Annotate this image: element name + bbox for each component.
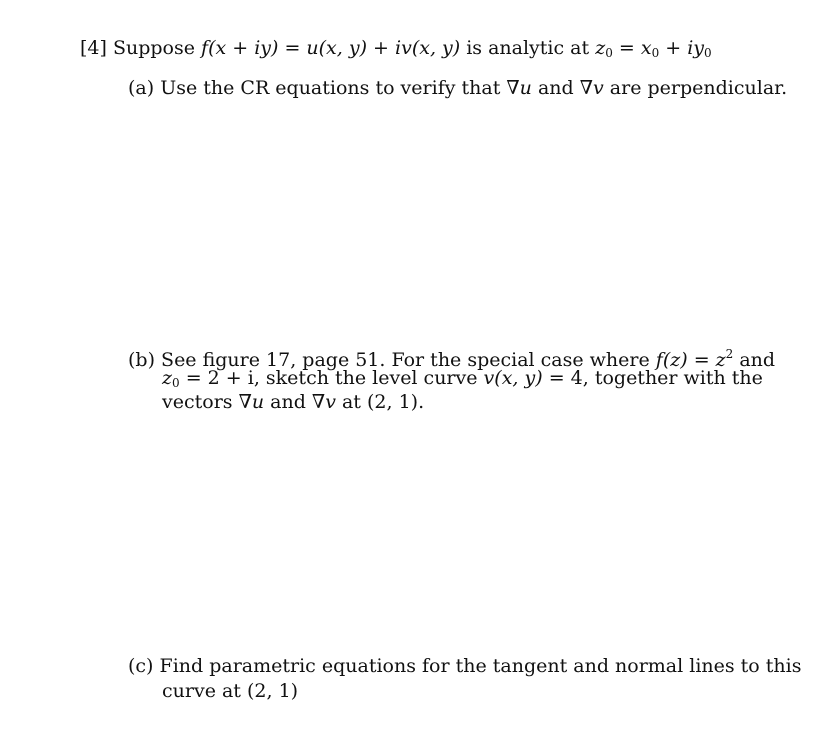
part-b-vxy: v(x, y) (483, 367, 543, 389)
part-b-line3-and: and (270, 391, 306, 413)
part-a-grad-v: ∇v (579, 77, 604, 99)
problem-number: [4] (80, 37, 107, 59)
part-a-and: and (537, 77, 574, 99)
part-a (128, 76, 787, 100)
part-b-function: $f(z) = z^2$ (655, 347, 734, 371)
part-b-line-3 (162, 390, 424, 414)
part-b-label: (b) (128, 349, 155, 371)
part-b-line2-text-1: sketch the level curve (265, 367, 478, 389)
part-b-line3-at: at (341, 391, 361, 413)
part-c-text: Find parametric equations for the tangent and normal lines to this (159, 655, 802, 677)
part-b-z0-value: = 2 + i, (185, 367, 260, 389)
problem-function: f(x + iy) = u(x, y) + iv(x, y) (201, 37, 461, 59)
part-a-text-2: are perpendicular. (609, 77, 788, 99)
part-b-grad-u: ∇u (238, 391, 265, 413)
problem-analytic-text: is analytic at (466, 37, 590, 59)
part-c-line-2 (162, 679, 298, 703)
part-b-point: (2, 1). (367, 391, 425, 413)
part-c-line2-text: curve at (162, 680, 241, 702)
problem-header (80, 36, 712, 65)
problem-point: $z_0 = x_0 + iy_0$ (595, 37, 712, 60)
problem-intro: Suppose (112, 37, 195, 59)
part-b-z0: $z_0$ (162, 367, 180, 390)
part-a-text-1: Use the CR equations to verify that (160, 77, 501, 99)
part-b-line1-text: See figure 17, page 51. For the special case where (161, 349, 650, 371)
part-b-line2-text-2: together with the (594, 367, 763, 389)
part-a-label: (a) (128, 77, 155, 99)
part-a-grad-u: ∇u (506, 77, 532, 99)
part-c-line-1 (128, 654, 802, 678)
part-b-line1-end: and (739, 349, 776, 371)
part-b-eq4: = 4, (548, 367, 589, 389)
part-c-point: (2, 1) (247, 680, 299, 702)
part-b-grad-v: ∇v (311, 391, 336, 413)
part-c-label: (c) (128, 655, 154, 677)
part-b-line3-text-1: vectors (162, 391, 233, 413)
